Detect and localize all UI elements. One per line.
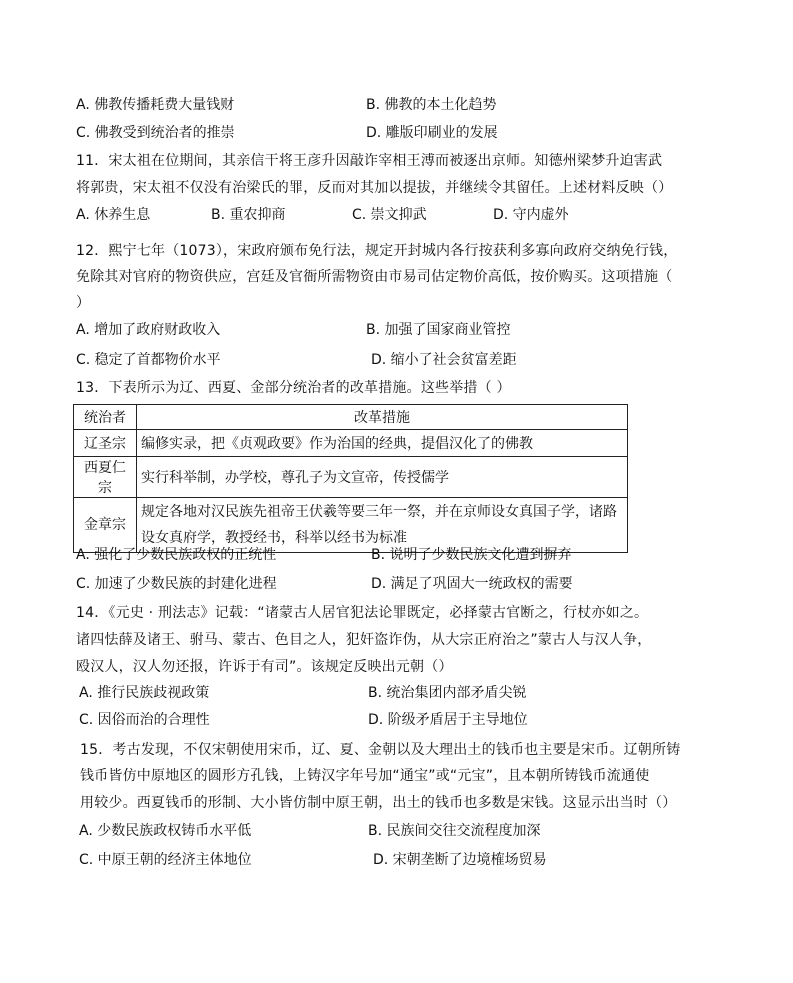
q15-option-d[interactable]: D. 宋朝垄断了边境榷场贸易 [373,852,547,868]
q11-option-c[interactable]: C. 崇文抑武 [352,207,427,223]
q12-stem-line: 免除其对官府的物资供应，宫廷及官衙所需物资由市易司估定物价高低，按价购买。这项措施（ [76,269,673,285]
q15-option-b[interactable]: B. 民族间交往交流程度加深 [368,823,541,839]
q14-option-d[interactable]: D. 阶级矛盾居于主导地位 [368,712,528,728]
q12-stem-line: ） [76,295,91,311]
q10-option-b[interactable]: B. 佛教的本土化趋势 [366,97,497,113]
q14-option-a[interactable]: A. 推行民族歧视政策 [79,685,210,701]
q11-option-a[interactable]: A. 休养生息 [76,207,151,223]
table-header-row [74,405,628,430]
table-header-measure: 改革措施 [137,405,628,430]
q13-option-b[interactable]: B. 说明了少数民族文化遭到摒弃 [371,547,572,563]
q12-option-c[interactable]: C. 稳定了首都物价水平 [76,352,221,368]
q12-stem-line: 12．熙宁七年（1073），宋政府颁布免行法，规定开封城内各行按获利多寡向政府交纳免行钱， [76,243,678,259]
table-cell-measure-line: 规定各地对汉民族先祖帝王伏羲等要三年一祭，并在京师设女真国子学，诸路 [141,504,617,520]
table-cell-ruler: 西夏仁宗 [74,457,137,498]
q13-option-d[interactable]: D. 满足了巩固大一统政权的需要 [371,576,573,592]
q13-stem-line: 13．下表所示为辽、西夏、金部分统治者的改革措施。这些举措（ ） [76,380,511,396]
q14-option-c[interactable]: C. 因俗而治的合理性 [79,712,210,728]
q11-option-d[interactable]: D. 守内虚外 [493,207,569,223]
q14-option-b[interactable]: B. 统治集团内部矛盾尖锐 [368,685,527,701]
table-cell-measure: 编修实录，把《贞观政要》作为治国的经典，提倡汉化了的佛教 [137,430,628,457]
table-cell-measure [137,498,628,553]
q12-option-a[interactable]: A. 增加了政府财政收入 [76,322,221,338]
table-row [74,457,628,498]
q11-option-b[interactable]: B. 重农抑商 [211,207,286,223]
q13-option-c[interactable]: C. 加速了少数民族的封建化进程 [76,576,277,592]
q11-stem-line: 11．宋太祖在位期间，其亲信干将王彦升因敲诈宰相王溥而被逐出京师。知德州梁梦升迫害武 [76,153,663,169]
q15-option-c[interactable]: C. 中原王朝的经济主体地位 [79,852,252,868]
q14-stem-line: 诸四怯薛及诸王、驸马、蒙古、色目之人，犯奸盗诈伪，从大宗正府治之”蒙古人与汉人争， [76,632,652,648]
q12-option-d[interactable]: D. 缩小了社会贫富差距 [371,352,517,368]
q12-option-b[interactable]: B. 加强了国家商业管控 [366,322,511,338]
q10-option-a[interactable]: A. 佛教传播耗费大量钱财 [76,97,235,113]
table-cell-ruler: 辽圣宗 [74,430,137,457]
table-row [74,498,628,553]
q15-option-a[interactable]: A. 少数民族政权铸币水平低 [79,823,252,839]
q10-option-c[interactable]: C. 佛教受到统治者的推崇 [76,125,235,141]
q10-option-d[interactable]: D. 雕版印刷业的发展 [366,125,498,141]
table-header-ruler: 统治者 [74,405,137,430]
q13-option-a[interactable]: A. 强化了少数民族政权的正统性 [76,547,277,563]
q15-stem-line: 15．考古发现，不仅宋朝使用宋币，辽、夏、金朝以及大理出土的钱币也主要是宋币。辽朝所铸 [80,742,681,758]
reform-table [73,404,628,553]
q14-stem-line: 殴汉人，汉人勿还报，许诉于有司”。该规定反映出元朝（） [76,659,453,675]
table-cell-measure: 实行科举制，办学校，尊孔子为文宣帝，传授儒学 [137,457,628,498]
q15-stem-line: 钱币皆仿中原地区的圆形方孔钱，上铸汉字年号加“通宝”或“元宝”，且本朝所铸钱币流通使 [80,768,650,784]
q11-stem-line: 将郭贵，宋太祖不仅没有治梁氏的罪，反而对其加以提拔，并继续令其留任。上述材料反映（） [76,180,673,196]
q14-stem-line: 14．《元史 · 刑法志》记载：“诸蒙古人居官犯法论罪既定，必择蒙古官断之，行杖亦如之。 [76,605,649,621]
table-row [74,430,628,457]
table-cell-ruler: 金章宗 [74,498,137,553]
table-cell-measure-line: 设女真府学，教授经书，科举以经书为标准 [141,530,407,546]
q15-stem-line: 用较少。西夏钱币的形制、大小皆仿制中原王朝，出土的钱币也多数是宋钱。这显示出当时（） [80,795,677,811]
